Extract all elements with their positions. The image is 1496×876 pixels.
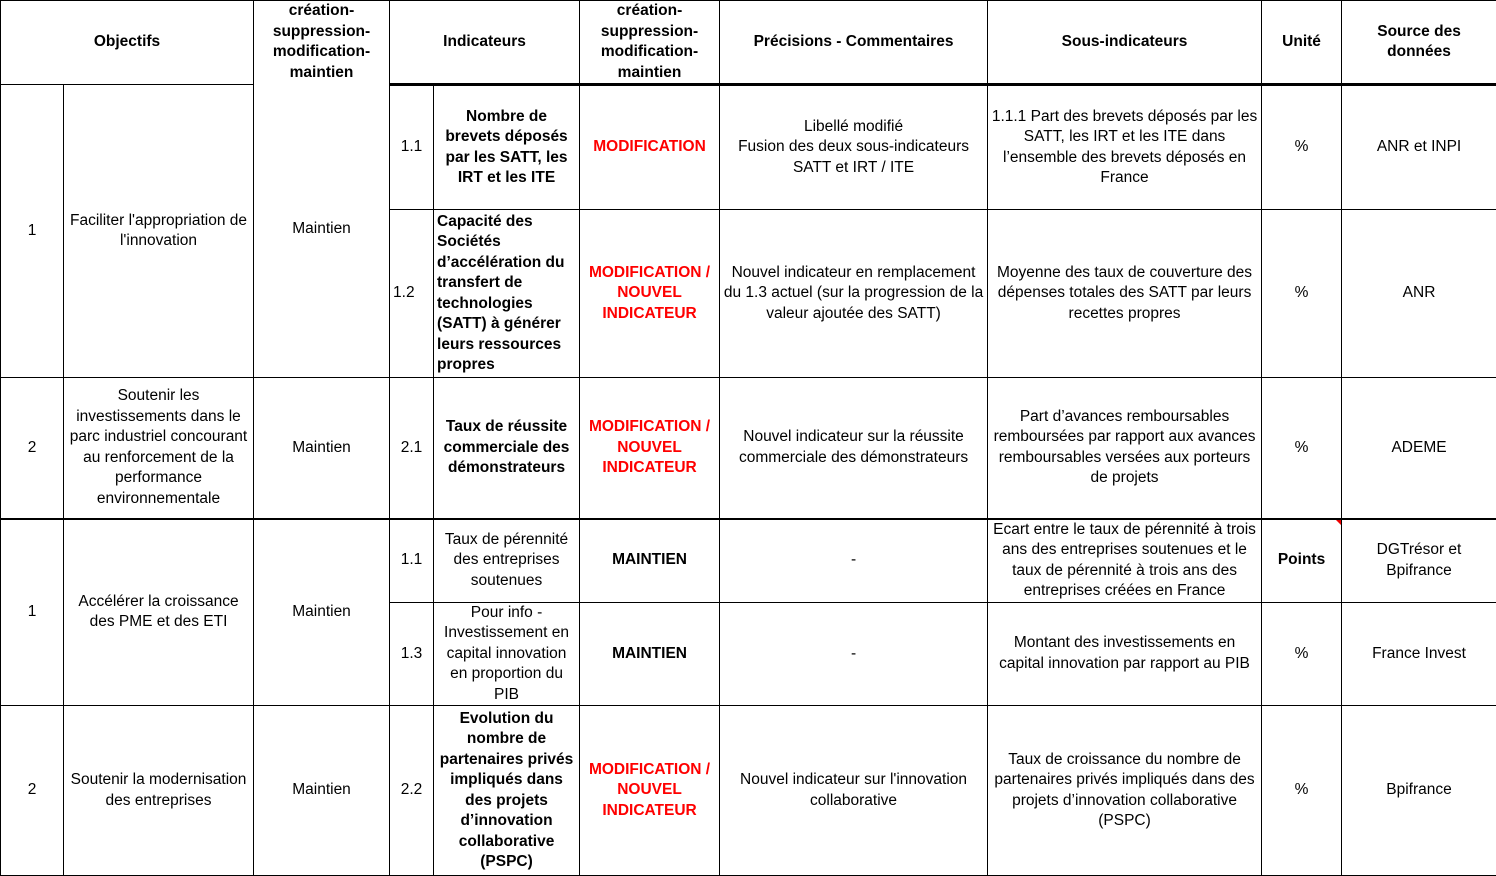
sub-indicator: Montant des investissements en capital innovation par rapport au PIB	[988, 602, 1262, 706]
unit: %	[1262, 85, 1342, 210]
indicator-number: 1.2	[390, 210, 434, 378]
header-indicateurs: Indicateurs	[390, 1, 580, 85]
objective-text: Soutenir la modernisation des entreprises	[64, 706, 254, 876]
objective-status: Maintien	[254, 706, 390, 876]
unit: %	[1262, 706, 1342, 876]
objective-number: 1	[1, 519, 64, 706]
comment: Nouvel indicateur sur l'innovation collaborative	[720, 706, 988, 876]
indicator-text: Pour info - Investissement en capital innovation en proportion du PIB	[434, 602, 580, 706]
objective-text: Soutenir les investissements dans le parc industriel concourant au renforcement de la performance environnementale	[64, 378, 254, 519]
sub-indicator: 1.1.1 Part des brevets déposés par les SATT, les IRT et les ITE dans l’ensemble des brevets déposés en France	[988, 85, 1262, 210]
comment: Nouvel indicateur en remplacement du 1.3 actuel (sur la progression de la valeur ajoutée des SATT)	[720, 210, 988, 378]
header-statut-objectif	[254, 1, 390, 378]
sub-indicator: Part d’avances remboursables remboursées par rapport aux avances remboursables versées aux porteurs de projets	[988, 378, 1262, 519]
indicator-status: MAINTIEN	[580, 519, 720, 603]
data-source: ADEME	[1342, 378, 1496, 519]
table-row	[1, 85, 1496, 210]
header-statut-objectif-label: création-suppression-modification-maintien	[254, 1, 389, 83]
header-source: Source des données	[1342, 1, 1496, 85]
indicator-number: 2.1	[390, 378, 434, 519]
objective-number: 2	[1, 378, 64, 519]
header-precisions: Précisions - Commentaires	[720, 1, 988, 85]
indicator-number: 2.2	[390, 706, 434, 876]
indicator-text: Taux de pérennité des entreprises soutenues	[434, 519, 580, 603]
table-row	[1, 706, 1496, 876]
indicator-number: 1.1	[390, 85, 434, 210]
unit: %	[1262, 602, 1342, 706]
table-row	[1, 378, 1496, 519]
header-objectifs: Objectifs	[1, 1, 254, 85]
indicator-text: Evolution du nombre de partenaires privés impliqués dans des projets d’innovation collaborative (PSPC)	[434, 706, 580, 876]
data-source: Bpifrance	[1342, 706, 1496, 876]
indicator-status: MAINTIEN	[580, 602, 720, 706]
objective-status: Maintien	[254, 519, 390, 706]
indicator-status: MODIFICATION / NOUVEL INDICATEUR	[580, 378, 720, 519]
data-source: ANR	[1342, 210, 1496, 378]
indicator-text: Nombre de brevets déposés par les SATT, les IRT et les ITE	[434, 85, 580, 210]
header-unite: Unité	[1262, 1, 1342, 85]
comment: -	[720, 602, 988, 706]
table-row	[1, 519, 1496, 603]
sub-indicator: Taux de croissance du nombre de partenaires privés impliqués dans des projets d’innovation collaborative (PSPC)	[988, 706, 1262, 876]
unit: %	[1262, 210, 1342, 378]
indicator-number: 1.1	[390, 519, 434, 603]
indicator-status: MODIFICATION	[580, 85, 720, 210]
objective-text: Accélérer la croissance des PME et des ETI	[64, 519, 254, 706]
indicator-text: Taux de réussite commerciale des démonstrateurs	[434, 378, 580, 519]
header-statut-indicateur: création-suppression-modification-maintien	[580, 1, 720, 85]
sub-indicator: Moyenne des taux de couverture des dépenses totales des SATT par leurs recettes propres	[988, 210, 1262, 378]
indicator-number: 1.3	[390, 602, 434, 706]
indicator-status: MODIFICATION / NOUVEL INDICATEUR	[580, 706, 720, 876]
unit: Points	[1262, 519, 1342, 603]
indicator-text: Capacité des Sociétés d’accélération du transfert de technologies (SATT) à générer leurs ressources propres	[434, 210, 580, 378]
comment: Libellé modifié Fusion des deux sous-indicateurs SATT et IRT / ITE	[720, 85, 988, 210]
data-source: France Invest	[1342, 602, 1496, 706]
header-sous-indicateurs: Sous-indicateurs	[988, 1, 1262, 85]
indicator-status: MODIFICATION / NOUVEL INDICATEUR	[580, 210, 720, 378]
unit: %	[1262, 378, 1342, 519]
header-row	[1, 1, 1496, 85]
data-source: DGTrésor et Bpifrance	[1342, 519, 1496, 603]
data-source: ANR et INPI	[1342, 85, 1496, 210]
objective-text: Faciliter l'appropriation de l'innovation	[64, 85, 254, 378]
objective-status: Maintien	[254, 83, 389, 376]
objective-number: 2	[1, 706, 64, 876]
objective-status: Maintien	[254, 378, 390, 519]
comment: Nouvel indicateur sur la réussite commerciale des démonstrateurs	[720, 378, 988, 519]
objective-number: 1	[1, 85, 64, 378]
comment: -	[720, 519, 988, 603]
sub-indicator: Ecart entre le taux de pérennité à trois ans des entreprises soutenues et le taux de pérennité à trois ans des entreprises créées en France	[988, 519, 1262, 603]
